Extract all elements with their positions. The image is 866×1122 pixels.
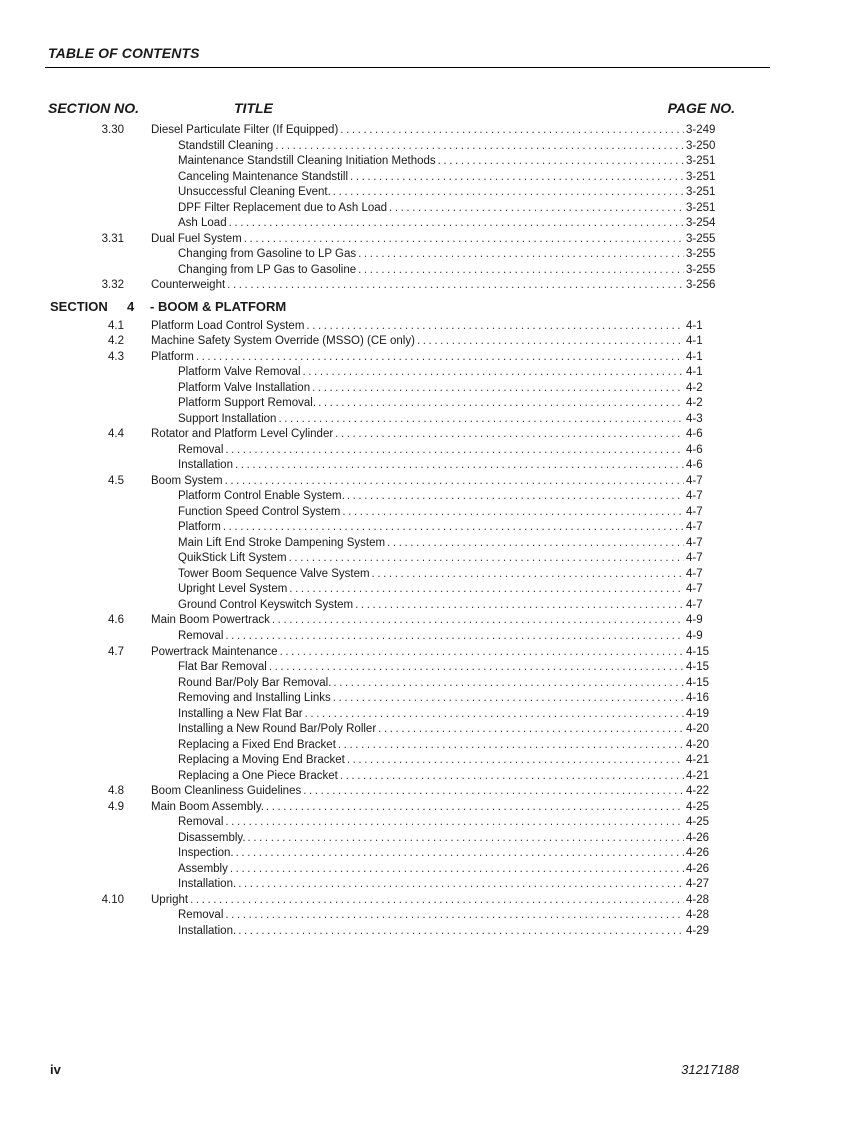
toc-page-number: 4-7 [686, 583, 703, 596]
toc-entry-title: Removal [178, 909, 224, 922]
toc-page-number: 4-1 [686, 335, 703, 348]
toc-entry-title: Maintenance Standstill Cleaning Initiation Methods [178, 155, 436, 168]
toc-entry-title-line [151, 278, 684, 294]
toc-entry-number: 4.2 [108, 335, 124, 348]
toc-page-number: 4-1 [686, 319, 703, 332]
dot-leader [223, 815, 684, 831]
toc-entry-number: 4.1 [108, 319, 124, 332]
dot-leader [225, 278, 684, 294]
toc-page-number: 4-27 [686, 878, 710, 891]
toc-entry-title: Removal [178, 443, 224, 456]
toc-entry-title: Platform [151, 350, 194, 363]
toc-page-number: 4-1 [686, 350, 703, 363]
toc-subentry[interactable] [0, 908, 866, 924]
toc-entry-title-line [151, 893, 684, 909]
dot-leader [345, 489, 684, 505]
toc-list [0, 123, 866, 939]
toc-entry-number: 4.9 [108, 800, 124, 813]
toc-page-number: 4-21 [686, 754, 710, 767]
toc-page-number: 4-21 [686, 769, 710, 782]
toc-subentry[interactable] [0, 815, 866, 831]
column-heading-title: TITLE [234, 100, 273, 116]
toc-entry-title-line [178, 381, 684, 397]
toc-entry-title: Platform Control Enable System. [178, 490, 345, 503]
toc-page-number: 4-7 [686, 536, 703, 549]
toc-page-number: 4-7 [686, 598, 703, 611]
toc-subentry[interactable] [0, 489, 866, 505]
toc-entry-number: 4.5 [108, 474, 124, 487]
toc-subentry[interactable] [0, 862, 866, 878]
toc-entry-title-line [178, 185, 684, 201]
toc-entry-title: Disassembly. [178, 831, 246, 844]
toc-entry-title: Changing from Gasoline to LP Gas [178, 248, 357, 261]
toc-entry-title-line [178, 722, 684, 738]
toc-entry-title-line [178, 769, 684, 785]
dot-leader [331, 185, 684, 201]
dot-leader [188, 893, 684, 909]
toc-entry-title-line [178, 458, 684, 474]
toc-entry-title-line [178, 139, 684, 155]
toc-entry-title-line [151, 232, 684, 248]
header-rule [45, 67, 770, 68]
dot-leader [415, 334, 684, 350]
column-heading-page: PAGE NO. [667, 100, 735, 116]
toc-entry-title-line [178, 263, 684, 279]
dot-leader [270, 613, 684, 629]
toc-entry-title: Removal [178, 816, 224, 829]
toc-subentry[interactable] [0, 412, 866, 428]
toc-subentry[interactable] [0, 247, 866, 263]
toc-subentry[interactable] [0, 567, 866, 583]
toc-page-number: 4-20 [686, 723, 710, 736]
toc-entry[interactable] [0, 893, 866, 909]
toc-page-number: 4-9 [686, 629, 703, 642]
dot-leader [345, 753, 684, 769]
toc-entry-number: 3.31 [101, 232, 124, 245]
toc-entry-title-line [178, 567, 684, 583]
toc-page-number: 4-7 [686, 521, 703, 534]
toc-entry-title: Dual Fuel System [151, 232, 242, 245]
toc-entry-number: 4.10 [101, 893, 124, 906]
toc-entry-title: Boom Cleanliness Guidelines [151, 785, 302, 798]
toc-entry-title-line [178, 154, 684, 170]
toc-entry-title-line [178, 753, 684, 769]
dot-leader [236, 877, 684, 893]
dot-leader [385, 536, 684, 552]
toc-entry-title-line [151, 474, 684, 490]
dot-leader [331, 676, 684, 692]
toc-entry[interactable] [0, 123, 866, 139]
dot-leader [223, 443, 684, 459]
toc-entry-title-line [178, 815, 684, 831]
toc-entry-title: DPF Filter Replacement due to Ash Load [178, 201, 388, 214]
toc-page-number: 4-26 [686, 831, 710, 844]
dot-leader [338, 123, 684, 139]
toc-entry-number: 4.3 [108, 350, 124, 363]
toc-header-title: TABLE OF CONTENTS [48, 45, 200, 61]
dot-leader [370, 567, 684, 583]
toc-entry-title: Removing and Installing Links [178, 692, 331, 705]
dot-leader [310, 381, 684, 397]
toc-page-number: 4-25 [686, 816, 710, 829]
dot-leader [353, 598, 684, 614]
toc-entry-title: Installation. [178, 924, 237, 937]
dot-leader [303, 707, 684, 723]
toc-entry-title-line [151, 334, 684, 350]
toc-entry[interactable] [0, 350, 866, 366]
toc-page-number: 3-250 [686, 139, 716, 152]
toc-entry-title-line [178, 676, 684, 692]
section-heading-number: 4 [127, 298, 135, 314]
dot-leader [223, 908, 684, 924]
toc-entry-number: 4.6 [108, 614, 124, 627]
toc-entry-title-line [178, 247, 684, 263]
toc-entry-title: Function Speed Control System [178, 505, 341, 518]
toc-entry[interactable] [0, 800, 866, 816]
toc-subentry[interactable] [0, 769, 866, 785]
toc-page-number: 4-6 [686, 459, 703, 472]
toc-entry-title-line [178, 862, 684, 878]
toc-entry-title-line [151, 123, 684, 139]
dot-leader [223, 474, 684, 490]
toc-subentry[interactable] [0, 676, 866, 692]
toc-entry-title-line [178, 520, 684, 536]
toc-page-number: 3-251 [686, 155, 716, 168]
toc-entry-title: Main Boom Assembly. [151, 800, 264, 813]
toc-entry[interactable] [0, 784, 866, 800]
toc-entry-number: 3.30 [101, 124, 124, 136]
toc-subentry[interactable] [0, 846, 866, 862]
toc-subentry[interactable] [0, 722, 866, 738]
toc-page-number: 3-251 [686, 201, 716, 214]
toc-entry-title: Machine Safety System Override (MSSO) (CE only) [151, 335, 415, 348]
toc-page-number: 3-251 [686, 170, 716, 183]
toc-page-number: 4-22 [686, 785, 710, 798]
toc-entry-title: Replacing a One Piece Bracket [178, 769, 338, 782]
toc-entry-title: Inspection. [178, 847, 234, 860]
toc-entry-title-line [178, 924, 684, 940]
toc-entry-title-line [178, 629, 684, 645]
toc-entry-title: Replacing a Moving End Bracket [178, 754, 345, 767]
dot-leader [246, 831, 684, 847]
toc-page-number: 4-26 [686, 862, 710, 875]
section-heading [0, 295, 866, 319]
toc-entry-number: 3.32 [101, 279, 124, 292]
toc-entry[interactable] [0, 319, 866, 335]
toc-entry[interactable] [0, 645, 866, 661]
toc-subentry[interactable] [0, 381, 866, 397]
toc-page-number: 4-3 [686, 412, 703, 425]
toc-entry-title: Installing a New Flat Bar [178, 707, 303, 720]
toc-page-number: 4-1 [686, 366, 703, 379]
toc-entry-title: Removal [178, 629, 224, 642]
toc-entry-title: Assembly [178, 862, 228, 875]
toc-entry-title: Installation [178, 459, 233, 472]
toc-subentry[interactable] [0, 629, 866, 645]
toc-entry-title: Round Bar/Poly Bar Removal. [178, 676, 332, 689]
toc-entry[interactable] [0, 427, 866, 443]
toc-page-number: 4-28 [686, 893, 710, 906]
toc-page-number: 4-26 [686, 847, 710, 860]
toc-entry-title-line [178, 582, 684, 598]
toc-page-number: 3-254 [686, 217, 716, 230]
toc-page-number: 4-7 [686, 552, 703, 565]
toc-entry-title: Flat Bar Removal [178, 661, 267, 674]
toc-entry-title-line [178, 738, 684, 754]
toc-page-number: 4-7 [686, 567, 703, 580]
toc-entry-title-line [178, 598, 684, 614]
toc-entry-title: Standstill Cleaning [178, 139, 274, 152]
toc-subentry[interactable] [0, 738, 866, 754]
toc-subentry[interactable] [0, 707, 866, 723]
toc-page-number: 4-25 [686, 800, 710, 813]
toc-subentry[interactable] [0, 831, 866, 847]
toc-entry-title-line [178, 201, 684, 217]
toc-page-number: 3-255 [686, 248, 716, 261]
toc-entry-title: Platform Support Removal. [178, 397, 317, 410]
toc-entry-title-line [151, 784, 684, 800]
toc-entry-title-line [178, 660, 684, 676]
toc-subentry[interactable] [0, 458, 866, 474]
dot-leader [236, 924, 684, 940]
toc-entry-title-line [178, 707, 684, 723]
toc-page-number: 3-255 [686, 263, 716, 276]
toc-entry-number: 4.4 [108, 428, 124, 441]
dot-leader [387, 201, 684, 217]
toc-subentry[interactable] [0, 536, 866, 552]
toc-subentry[interactable] [0, 691, 866, 707]
toc-page-number: 4-6 [686, 443, 703, 456]
toc-subentry[interactable] [0, 520, 866, 536]
dot-leader [287, 551, 684, 567]
dot-leader [287, 582, 684, 598]
toc-entry-title-line [178, 505, 684, 521]
dot-leader [273, 139, 684, 155]
toc-entry-title: Tower Boom Sequence Valve System [178, 567, 370, 580]
toc-subentry[interactable] [0, 154, 866, 170]
toc-subentry[interactable] [0, 924, 866, 940]
toc-entry-title-line [178, 691, 684, 707]
section-heading-label: SECTION [50, 298, 108, 314]
dot-leader [301, 365, 685, 381]
toc-entry-title-line [178, 846, 684, 862]
column-heading-section: SECTION NO. [48, 100, 140, 116]
toc-subentry[interactable] [0, 505, 866, 521]
toc-entry-title-line [151, 800, 684, 816]
toc-entry-title: Platform [178, 521, 221, 534]
toc-page-number: 4-7 [686, 474, 703, 487]
toc-subentry[interactable] [0, 443, 866, 459]
toc-page-number: 3-249 [686, 124, 716, 136]
dot-leader [242, 232, 684, 248]
toc-subentry[interactable] [0, 753, 866, 769]
toc-entry-title-line [151, 319, 684, 335]
toc-subentry[interactable] [0, 185, 866, 201]
toc-page-number: 4-2 [686, 381, 703, 394]
dot-leader [348, 170, 684, 186]
toc-page-number: 4-28 [686, 909, 710, 922]
dot-leader [227, 216, 684, 232]
toc-entry-title-line [178, 170, 684, 186]
toc-subentry[interactable] [0, 263, 866, 279]
toc-page-number: 4-16 [686, 692, 710, 705]
toc-entry-title-line [151, 427, 684, 443]
toc-page-number: 4-7 [686, 490, 703, 503]
toc-entry-title: Main Boom Powertrack [151, 614, 270, 627]
dot-leader [304, 319, 684, 335]
toc-entry-title-line [178, 365, 684, 381]
toc-page-number: 4-7 [686, 505, 703, 518]
toc-entry-title: Main Lift End Stroke Dampening System [178, 536, 386, 549]
toc-subentry[interactable] [0, 660, 866, 676]
dot-leader [436, 154, 684, 170]
footer-page-label: iv [50, 1062, 61, 1077]
toc-entry[interactable] [0, 334, 866, 350]
dot-leader [234, 846, 684, 862]
toc-entry-title: Ground Control Keyswitch System [178, 598, 354, 611]
dot-leader [228, 862, 684, 878]
toc-entry-title: Changing from LP Gas to Gasoline [178, 263, 357, 276]
toc-entry-title: Diesel Particulate Filter (If Equipped) [151, 124, 339, 136]
dot-leader [301, 784, 684, 800]
dot-leader [221, 520, 684, 536]
toc-subentry[interactable] [0, 139, 866, 155]
toc-page-number: 3-251 [686, 186, 716, 199]
dot-leader [316, 396, 684, 412]
dot-leader [233, 458, 684, 474]
toc-page-number: 4-9 [686, 614, 703, 627]
toc-entry-title: Unsuccessful Cleaning Event. [178, 186, 331, 199]
toc-subentry[interactable] [0, 877, 866, 893]
toc-entry-title: Boom System [151, 474, 223, 487]
toc-page-number: 4-15 [686, 661, 710, 674]
toc-entry-title: Installation. [178, 878, 237, 891]
toc-entry-title-line [178, 877, 684, 893]
toc-entry[interactable] [0, 278, 866, 294]
toc-entry-title-line [178, 831, 684, 847]
dot-leader [338, 769, 684, 785]
toc-entry[interactable] [0, 474, 866, 490]
toc-subentry[interactable] [0, 170, 866, 186]
dot-leader [356, 247, 684, 263]
dot-leader [331, 691, 684, 707]
dot-leader [333, 427, 684, 443]
toc-entry-title: Canceling Maintenance Standstill [178, 170, 349, 183]
toc-subentry[interactable] [0, 365, 866, 381]
toc-entry-title-line [178, 489, 684, 505]
toc-entry-number: 4.8 [108, 785, 124, 798]
toc-entry-title: Replacing a Fixed End Bracket [178, 738, 336, 751]
toc-page-number: 4-6 [686, 428, 703, 441]
toc-entry[interactable] [0, 232, 866, 248]
toc-entry-title-line [178, 536, 684, 552]
footer-doc-number: 31217188 [681, 1062, 739, 1077]
toc-entry-title: Upright Level System [178, 583, 288, 596]
toc-entry-title-line [151, 350, 684, 366]
toc-entry-title-line [151, 613, 684, 629]
toc-subentry[interactable] [0, 396, 866, 412]
dot-leader [278, 645, 684, 661]
toc-entry-title-line [178, 216, 684, 232]
toc-entry-title: Ash Load [178, 217, 227, 230]
toc-subentry[interactable] [0, 598, 866, 614]
dot-leader [376, 722, 684, 738]
dot-leader [356, 263, 684, 279]
toc-page-number: 4-19 [686, 707, 710, 720]
toc-entry-number: 4.7 [108, 645, 124, 658]
dot-leader [194, 350, 684, 366]
dot-leader [264, 800, 684, 816]
toc-entry-title-line [178, 908, 684, 924]
section-heading-title: - BOOM & PLATFORM [150, 298, 287, 314]
toc-entry-title: Platform Valve Installation [178, 381, 311, 394]
dot-leader [267, 660, 684, 676]
toc-entry-title: Installing a New Round Bar/Poly Roller [178, 723, 377, 736]
dot-leader [223, 629, 684, 645]
toc-subentry[interactable] [0, 551, 866, 567]
dot-leader [336, 738, 684, 754]
toc-page-number: 4-20 [686, 738, 710, 751]
toc-page-number: 3-256 [686, 279, 716, 292]
toc-entry[interactable] [0, 613, 866, 629]
toc-entry-title: Support Installation [178, 412, 277, 425]
toc-entry-title-line [178, 412, 684, 428]
toc-entry-title-line [178, 396, 684, 412]
toc-entry-title: Powertrack Maintenance [151, 645, 278, 658]
toc-subentry[interactable] [0, 216, 866, 232]
toc-entry-title-line [151, 645, 684, 661]
toc-subentry[interactable] [0, 201, 866, 217]
toc-entry-title-line [178, 551, 684, 567]
dot-leader [340, 505, 684, 521]
toc-entry-title-line [178, 443, 684, 459]
dot-leader [276, 412, 684, 428]
toc-subentry[interactable] [0, 582, 866, 598]
toc-page-number: 4-15 [686, 676, 710, 689]
toc-page-number: 4-2 [686, 397, 703, 410]
toc-entry-title: Counterweight [151, 279, 226, 292]
toc-entry-title: Upright [151, 893, 189, 906]
toc-entry-title: Platform Load Control System [151, 319, 305, 332]
toc-page-number: 3-255 [686, 232, 716, 245]
toc-entry-title: QuikStick Lift System [178, 552, 287, 565]
toc-entry-title: Rotator and Platform Level Cylinder [151, 428, 334, 441]
toc-page-number: 4-29 [686, 924, 710, 937]
toc-page-number: 4-15 [686, 645, 710, 658]
toc-entry-title: Platform Valve Removal [178, 366, 301, 379]
